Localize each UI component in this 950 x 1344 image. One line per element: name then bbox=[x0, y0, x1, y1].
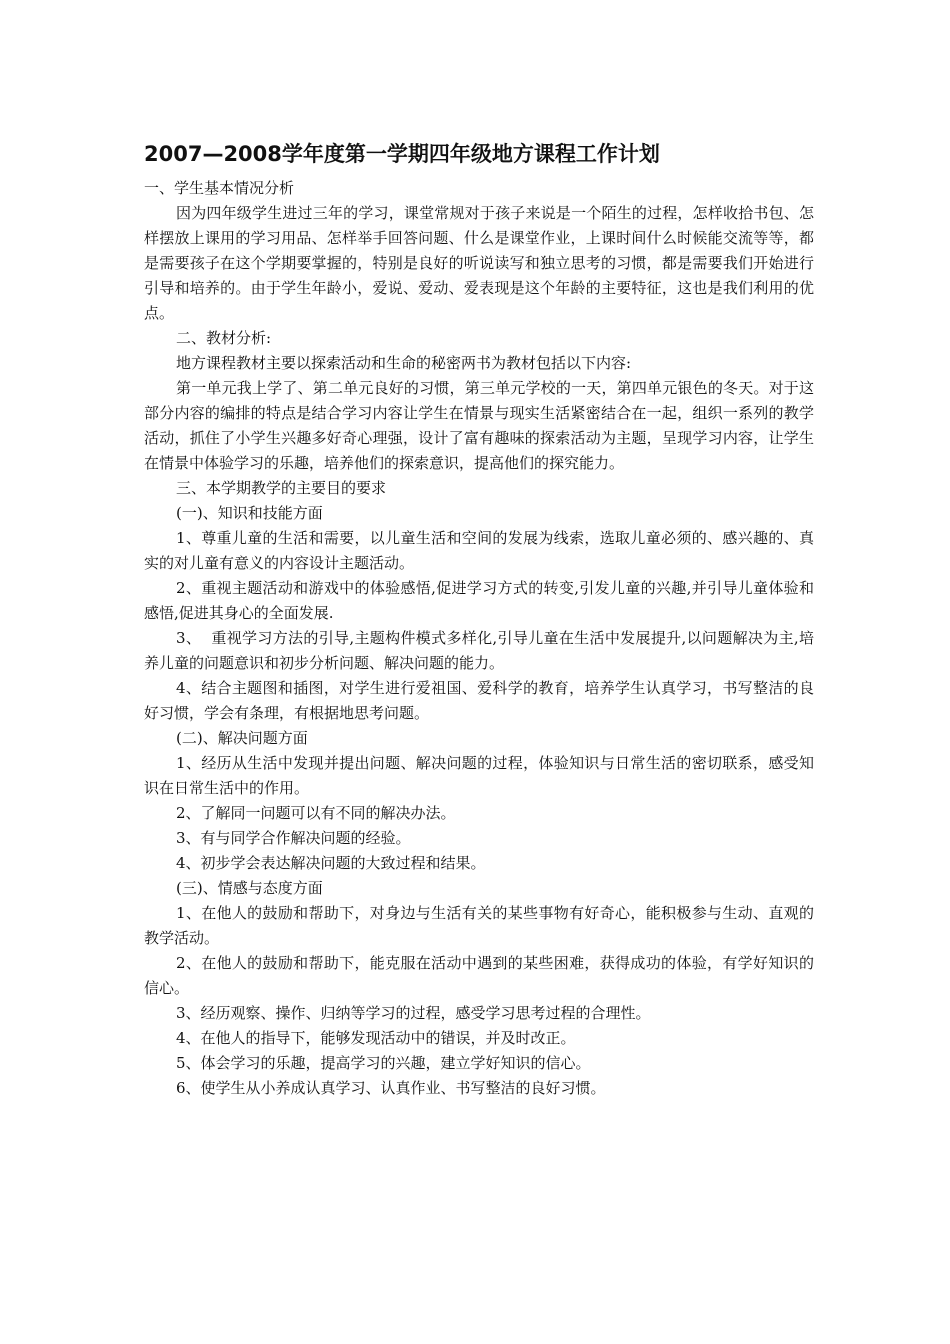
list-item: 2、在他人的鼓励和帮助下，能克服在活动中遇到的某些困难，获得成功的体验，有学好知识的信心。 bbox=[144, 954, 814, 997]
section-heading-textbook-analysis: 二、教材分析: bbox=[176, 329, 272, 347]
subheading-emotion-attitude: (三)、情感与态度方面 bbox=[176, 879, 323, 897]
list-item: 2、重视主题活动和游戏中的体验感悟,促进学习方式的转变,引发儿童的兴趣,并引导儿童体验和感悟,促进其身心的全面发展. bbox=[144, 579, 814, 622]
list-item: 1、在他人的鼓励和帮助下，对身边与生活有关的某些事物有好奇心，能积极参与生动、直观的教学活动。 bbox=[144, 904, 814, 947]
subheading-problem-solving: (二)、解决问题方面 bbox=[176, 729, 308, 747]
list-item: 4、初步学会表达解决问题的大致过程和结果。 bbox=[176, 854, 486, 872]
section-heading-teaching-goals: 三、本学期教学的主要目的要求 bbox=[176, 479, 387, 497]
document-body bbox=[144, 176, 814, 1101]
paragraph-textbook-intro: 地方课程教材主要以探索活动和生命的秘密两书为教材包括以下内容: bbox=[176, 354, 632, 372]
subheading-knowledge-skills: (一)、知识和技能方面 bbox=[176, 504, 323, 522]
list-item: 3、有与同学合作解决问题的经验。 bbox=[176, 829, 411, 847]
list-item: 1、经历从生活中发现并提出问题、解决问题的过程，体验知识与日常生活的密切联系，感受知识在日常生活中的作用。 bbox=[144, 754, 814, 797]
list-item: 4、结合主题图和插图，对学生进行爱祖国、爱科学的教育，培养学生认真学习，书写整洁的良好习惯，学会有条理，有根据地思考问题。 bbox=[144, 679, 814, 722]
list-item: 3、经历观察、操作、归纳等学习的过程，感受学习思考过程的合理性。 bbox=[176, 1004, 651, 1022]
list-item: 4、在他人的指导下，能够发现活动中的错误，并及时改正。 bbox=[176, 1029, 576, 1047]
list-item: 2、了解同一问题可以有不同的解决办法。 bbox=[176, 804, 456, 822]
section-heading-student-analysis: 一、学生基本情况分析 bbox=[144, 179, 295, 197]
document-title: 2007—2008学年度第一学期四年级地方课程工作计划 bbox=[144, 142, 660, 166]
paragraph-textbook-units: 第一单元我上学了、第二单元良好的习惯，第三单元学校的一天，第四单元银色的冬天。对于这部分内容的编排的特点是结合学习内容让学生在情景与现实生活紧密结合在一起，组织一系列的教学活动，抓住了小学生兴趣多好奇心理强，设计了富有趣味的探索活动为主题，呈现学习内容，让学生在情景中体验学习的乐趣，培养他们的探索意识，提高他们的探究能力。 bbox=[144, 379, 814, 472]
list-item: 5、体会学习的乐趣，提高学习的兴趣，建立学好知识的信心。 bbox=[176, 1054, 591, 1072]
list-item: 6、使学生从小养成认真学习、认真作业、书写整洁的良好习惯。 bbox=[176, 1079, 606, 1097]
paragraph-student-analysis: 因为四年级学生进过三年的学习，课堂常规对于孩子来说是一个陌生的过程，怎样收拾书包、怎样摆放上课用的学习用品、怎样举手回答问题、什么是课堂作业，上课时间什么时候能交流等等，都是需要孩子在这个学期要掌握的，特别是良好的听说读写和独立思考的习惯，都是需要我们开始进行引导和培养的。由于学生年龄小，爱说、爱动、爱表现是这个年龄的主要特征，这也是我们利用的优点。 bbox=[144, 204, 814, 322]
list-item: 1、尊重儿童的生活和需要，以儿童生活和空间的发展为线索，选取儿童必须的、感兴趣的、真实的对儿童有意义的内容设计主题活动。 bbox=[144, 529, 814, 572]
list-item: 3、 重视学习方法的引导,主题构件模式多样化,引导儿童在生活中发展提升,以问题解决为主,培养儿童的问题意识和初步分析问题、解决问题的能力。 bbox=[144, 629, 814, 672]
